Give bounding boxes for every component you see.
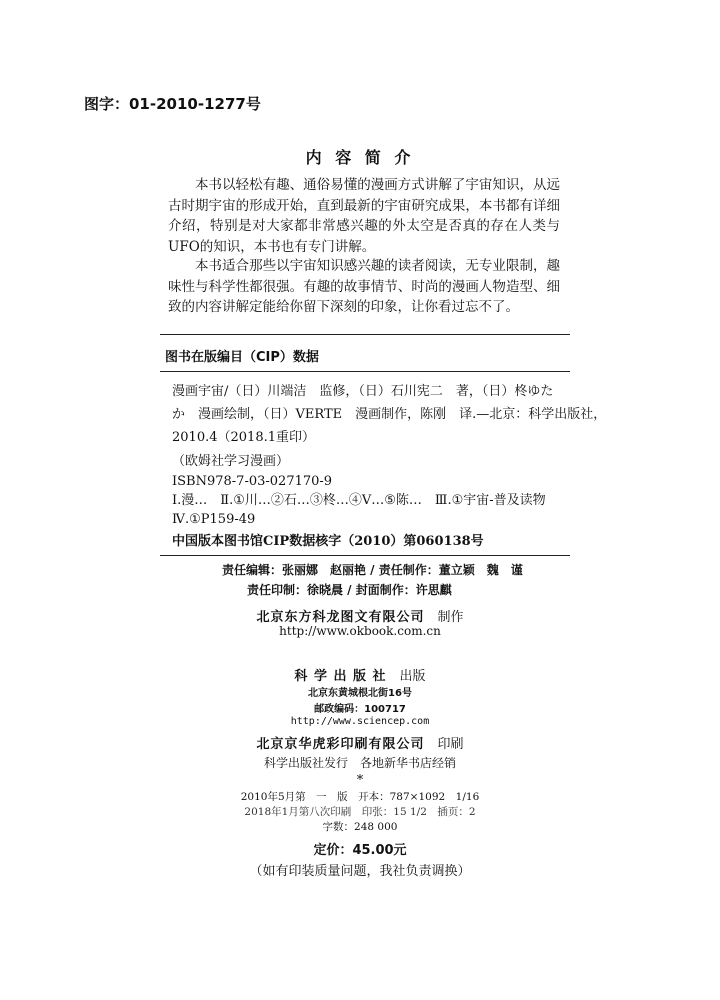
- production-credits: 责任印制：徐晓晨 / 封面制作：许思麒: [247, 583, 452, 597]
- cip-subject-line-2: Ⅳ.①P159-49: [172, 512, 256, 527]
- cip-heading: 图书在版编目（CIP）数据: [165, 350, 319, 365]
- cip-series: （欧姆社学习漫画）: [172, 454, 290, 469]
- cip-reprint: （2018.1重印）: [217, 430, 315, 445]
- cip-year: 2010.4: [172, 430, 218, 445]
- postal-code: 邮政编码：100717: [314, 704, 406, 715]
- synopsis-paragraph-1: 本书以轻松有趣、通俗易懂的漫画方式讲解了宇宙知识，从远古时期宇宙的形成开始，直到最新的宇宙研究成果，本书都有详细介绍，特别是对大家都非常感兴趣的外太空是否真的存在人类与UFO的知识，本书也有专门讲解。: [168, 177, 560, 255]
- publisher-line: [0, 665, 720, 684]
- producer-url: http://www.okbook.com.cn: [279, 624, 441, 638]
- cip-isbn: ISBN978-7-03-027170-9: [172, 474, 333, 489]
- printer-role: 印刷: [437, 737, 464, 752]
- separator-asterisk: *: [356, 773, 364, 788]
- publisher-name: 科 学 出 版 社: [294, 669, 387, 684]
- cip-record-line-3: [172, 429, 315, 447]
- printing-line: 2018年1月第八次印刷 印张：15 1/2 插页：2: [244, 806, 476, 818]
- divider-top: [160, 334, 570, 335]
- publisher-address: 北京东黄城根北街16号: [308, 688, 412, 699]
- printer-name: 北京京华虎彩印刷有限公司: [256, 737, 425, 752]
- editor-credits: 责任编辑：张丽娜 赵丽艳 / 责任制作：董立颖 魏 谨: [222, 563, 523, 577]
- producer-role: 制作: [437, 610, 464, 625]
- producer-line: [0, 606, 720, 625]
- distribution-line: 科学出版社发行 各地新华书店经销: [263, 756, 456, 770]
- registration-number: 图字：01-2010-1277号: [84, 95, 261, 113]
- cip-record-line-2: か 漫画绘制，（日）VERTE 漫画制作，陈刚 译.—北京：科学出版社，: [172, 407, 607, 422]
- cip-data-number: 中国版本图书馆CIP数据核字（2010）第060138号: [172, 534, 484, 549]
- cip-record-line-1: 漫画宇宙/（日）川端洁 监修，（日）石川宪二 著，（日）柊ゆた: [172, 384, 554, 399]
- divider-credits: [160, 555, 570, 556]
- printer-line: [0, 733, 720, 752]
- producer-name: 北京东方科龙图文有限公司: [256, 610, 425, 625]
- edition-line: 2010年5月第 一 版 开本：787×1092 1/16: [240, 791, 480, 803]
- cip-subject-line-1: Ⅰ.漫… Ⅱ.①川…②石…③柊…④V…⑤陈… Ⅲ.①宇宙-普及读物: [172, 493, 546, 508]
- price: 定价：45.00元: [313, 843, 407, 858]
- publisher-role: 出版: [399, 669, 426, 684]
- word-count: 字数：248 000: [322, 821, 398, 833]
- publisher-url: http://www.sciencep.com: [290, 716, 430, 727]
- synopsis-title: 内 容 简 介: [305, 148, 415, 167]
- replacement-note: （如有印装质量问题，我社负责调换）: [249, 864, 471, 879]
- divider-cip: [160, 371, 570, 372]
- synopsis-paragraph-2: 本书适合那些以宇宙知识感兴趣的读者阅读，无专业限制，趣味性与科学性都很强。有趣的故事情节、时尚的漫画人物造型、细致的内容讲解定能给你留下深刻的印象，让你看过忘不了。: [168, 258, 560, 315]
